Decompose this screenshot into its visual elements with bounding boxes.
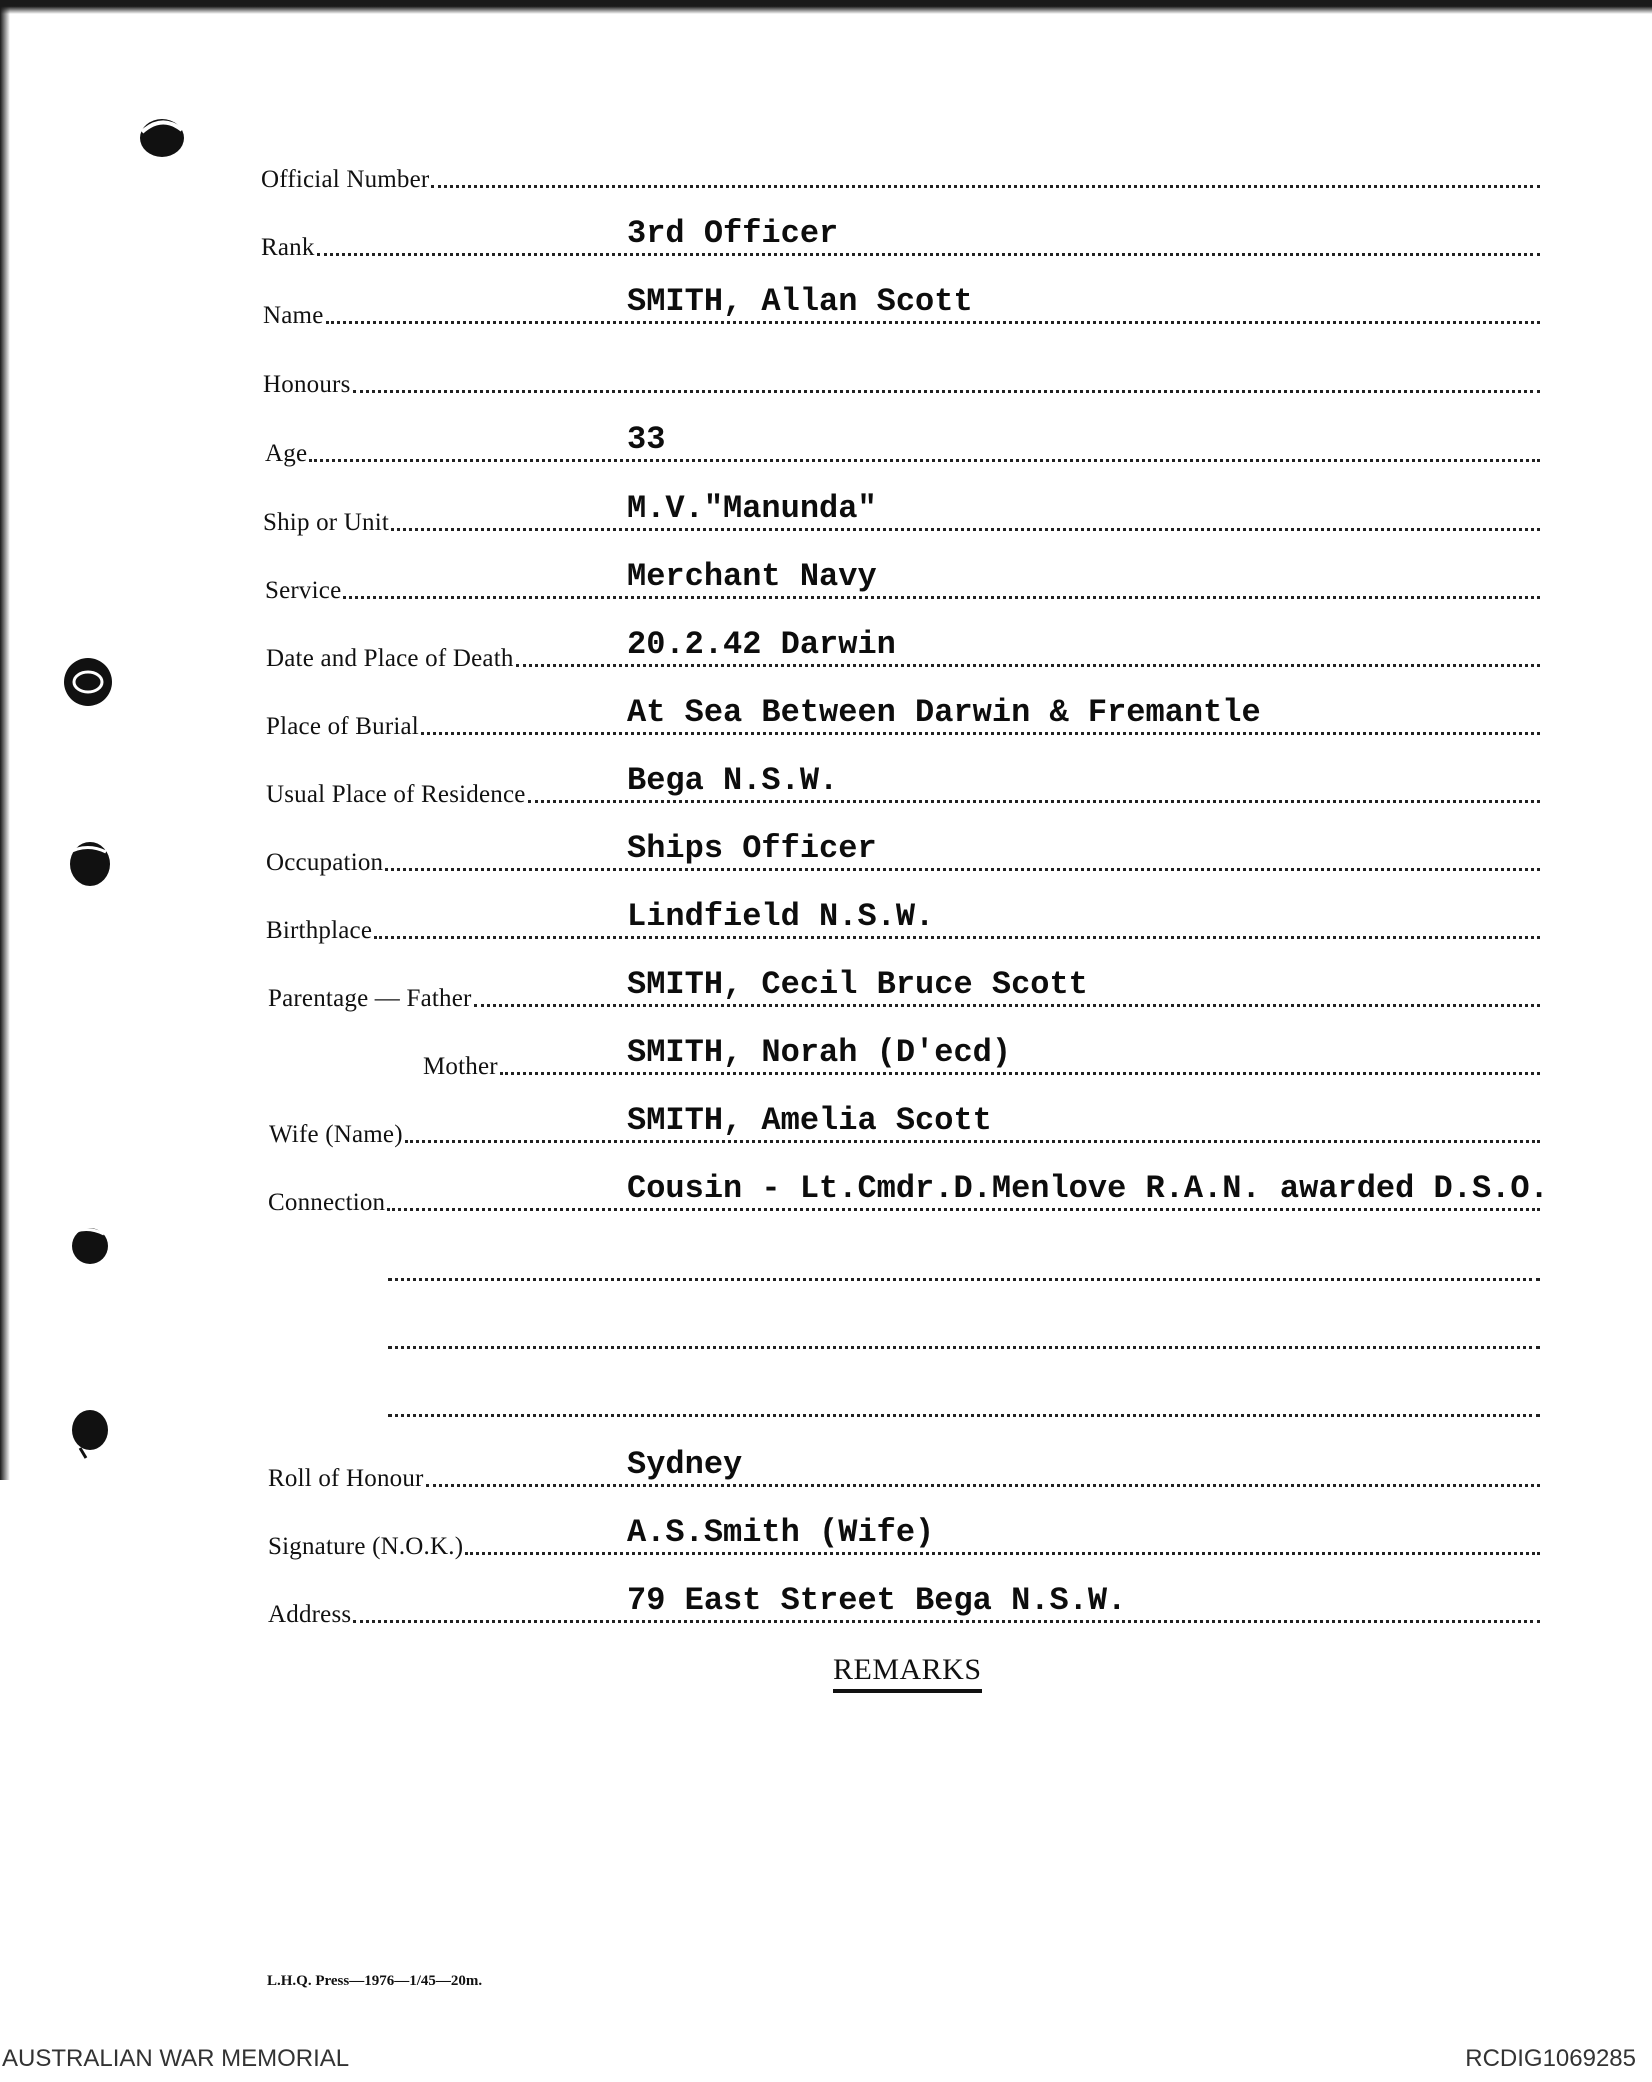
field-value-birthplace: Lindfield N.S.W. xyxy=(627,898,935,935)
field-value-date-place-of-death: 20.2.42 Darwin xyxy=(627,626,896,663)
field-label: Parentage — Father xyxy=(268,985,472,1012)
form-row-usual-place-of-residence xyxy=(0,753,1652,813)
form-row-rank xyxy=(0,206,1652,266)
form-row-address xyxy=(0,1573,1652,1633)
remarks-heading: REMARKS xyxy=(833,1653,982,1693)
field-label: Connection xyxy=(268,1189,386,1216)
dotted-leader-line xyxy=(516,664,1540,667)
field-value-service: Merchant Navy xyxy=(627,558,877,595)
field-label: Official Number xyxy=(261,166,430,193)
form-row-date-place-of-death xyxy=(0,617,1652,677)
field-value-father: SMITH, Cecil Bruce Scott xyxy=(627,966,1088,1003)
field-label: Date and Place of Death xyxy=(266,645,514,672)
dotted-leader-line xyxy=(385,868,1540,871)
field-value-signature-nok: A.S.Smith (Wife) xyxy=(627,1514,935,1551)
field-label: Rank xyxy=(261,234,315,261)
dotted-leader-line xyxy=(374,936,1540,939)
field-label: Occupation xyxy=(266,849,384,876)
field-label: Wife (Name) xyxy=(269,1121,403,1148)
field-value-wife: SMITH, Amelia Scott xyxy=(627,1102,992,1139)
dotted-leader-line xyxy=(388,1414,1540,1417)
field-label: Roll of Honour xyxy=(268,1465,424,1492)
dotted-leader-line xyxy=(528,800,1540,803)
field-label: Signature (N.O.K.) xyxy=(268,1533,464,1560)
dotted-leader-line xyxy=(353,390,1540,393)
form-row-blank-3 xyxy=(0,1367,1652,1427)
form-row-honours xyxy=(0,343,1652,403)
field-label: Address xyxy=(268,1601,352,1628)
field-label: Age xyxy=(265,440,308,467)
form-row-roll-of-honour xyxy=(0,1437,1652,1497)
field-label: Usual Place of Residence xyxy=(266,781,526,808)
dotted-leader-line xyxy=(317,253,1540,256)
field-label: Name xyxy=(263,302,324,329)
field-value-name: SMITH, Allan Scott xyxy=(627,283,973,320)
form-row-occupation xyxy=(0,821,1652,881)
footer-institution: AUSTRALIAN WAR MEMORIAL xyxy=(2,2045,350,2072)
dotted-leader-line xyxy=(500,1072,1540,1075)
form-row-blank-2 xyxy=(0,1299,1652,1359)
dotted-leader-line xyxy=(474,1004,1540,1007)
field-label: Place of Burial xyxy=(266,713,419,740)
field-value-roll-of-honour: Sydney xyxy=(627,1446,743,1483)
dotted-leader-line xyxy=(387,1208,1540,1211)
form-row-blank-1 xyxy=(0,1231,1652,1291)
field-value-place-of-burial: At Sea Between Darwin & Fremantle xyxy=(627,694,1261,731)
printer-imprint: L.H.Q. Press—1976—1/45—20m. xyxy=(267,1973,483,1989)
field-value-occupation: Ships Officer xyxy=(627,830,877,867)
form-row-age xyxy=(0,412,1652,472)
footer-record-id: RCDIG1069285 xyxy=(1465,2045,1636,2072)
field-label: Service xyxy=(265,577,342,604)
form-row-birthplace xyxy=(0,889,1652,949)
dotted-leader-line xyxy=(309,459,1540,462)
dotted-leader-line xyxy=(465,1552,1540,1555)
form-row-signature-nok xyxy=(0,1505,1652,1565)
field-value-usual-place-of-residence: Bega N.S.W. xyxy=(627,762,839,799)
field-value-address: 79 East Street Bega N.S.W. xyxy=(627,1582,1127,1619)
field-value-connection: Cousin - Lt.Cmdr.D.Menlove R.A.N. awarded D.S.O. xyxy=(627,1170,1549,1207)
dotted-leader-line xyxy=(388,1346,1540,1349)
field-value-ship-or-unit: M.V."Manunda" xyxy=(627,490,877,527)
dotted-leader-line xyxy=(391,528,1540,531)
form-row-place-of-burial xyxy=(0,685,1652,745)
page-edge-top xyxy=(0,0,1652,14)
field-label: Ship or Unit xyxy=(263,509,390,536)
form-row-connection xyxy=(0,1161,1652,1221)
form-row-ship-or-unit xyxy=(0,481,1652,541)
form-row-mother xyxy=(0,1025,1652,1085)
field-label: Honours xyxy=(263,371,351,398)
field-value-age: 33 xyxy=(627,421,666,458)
field-label: Birthplace xyxy=(266,917,373,944)
field-value-rank: 3rd Officer xyxy=(627,215,839,252)
dotted-leader-line xyxy=(353,1620,1540,1623)
form-row-father xyxy=(0,957,1652,1017)
dotted-leader-line xyxy=(343,596,1540,599)
dotted-leader-line xyxy=(431,185,1540,188)
form-row-wife xyxy=(0,1093,1652,1153)
form-row-official-number xyxy=(0,138,1652,198)
dotted-leader-line xyxy=(421,732,1540,735)
dotted-leader-line xyxy=(326,321,1540,324)
field-label: Mother xyxy=(423,1053,498,1080)
dotted-leader-line xyxy=(388,1278,1540,1281)
form-row-name xyxy=(0,274,1652,334)
dotted-leader-line xyxy=(405,1140,1540,1143)
field-value-mother: SMITH, Norah (D'ecd) xyxy=(627,1034,1012,1071)
form-row-service xyxy=(0,549,1652,609)
dotted-leader-line xyxy=(426,1484,1540,1487)
